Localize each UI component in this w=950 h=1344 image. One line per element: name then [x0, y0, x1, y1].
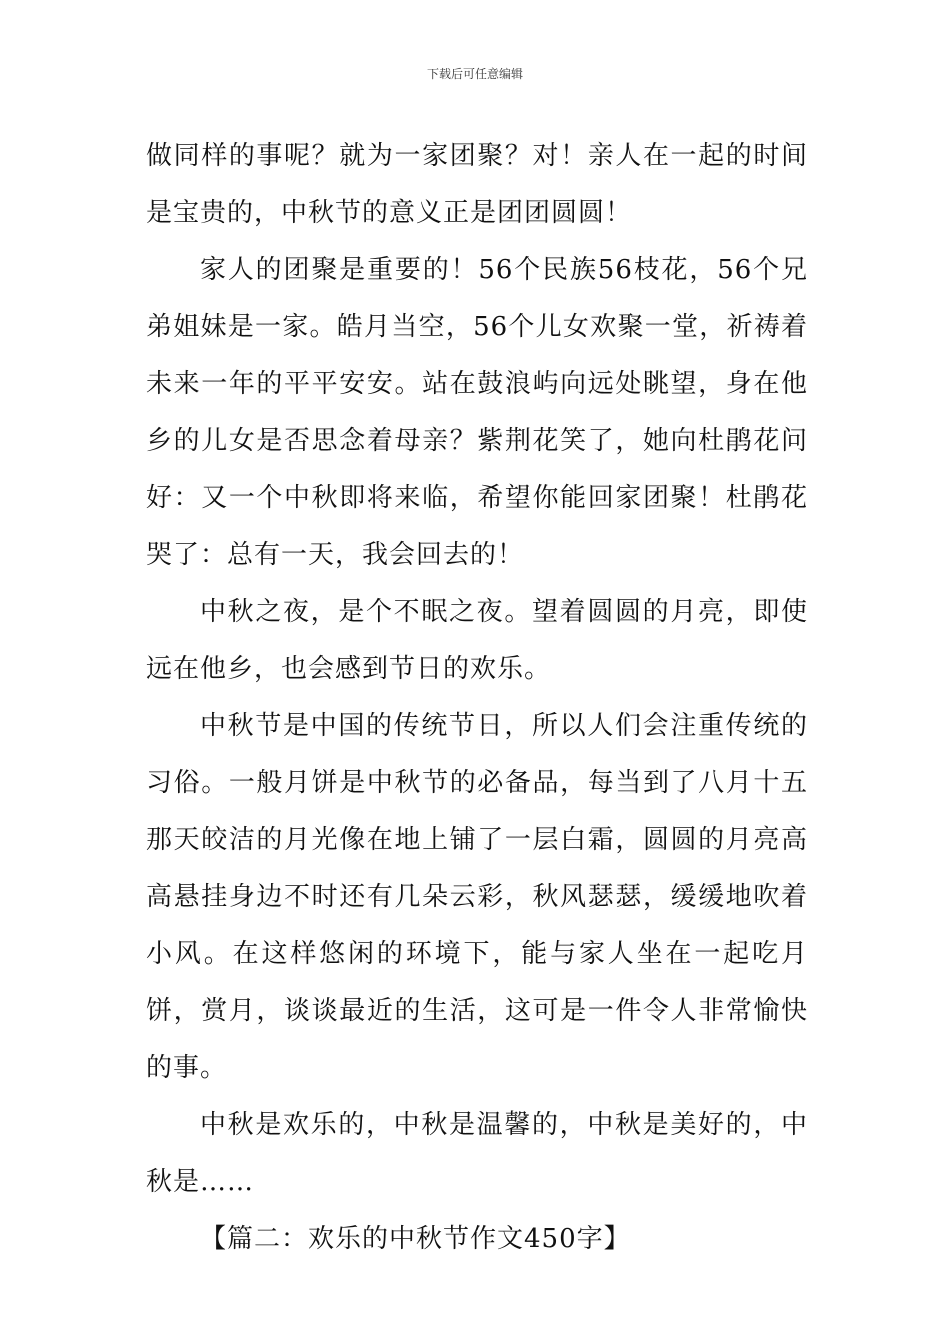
- header-note: 下载后可任意编辑: [426, 67, 523, 81]
- paragraph: 中秋之夜，是个不眠之夜。望着圆圆的月亮，即使远在他乡，也会感到节日的欢乐。: [146, 597, 808, 684]
- paragraph: 中秋是欢乐的，中秋是温馨的，中秋是美好的，中秋是……: [146, 1110, 808, 1197]
- paragraph: 家人的团聚是重要的！56个民族56枝花，56个兄弟姐妹是一家。皓月当空，56个儿女欢聚一堂，祈祷着未来一年的平平安安。站在鼓浪屿向远处眺望，身在他乡的儿女是否思念着母亲？紫荆花笑了，她向杜鹃花问好：又一个中秋即将来临，希望你能回家团聚！杜鹃花哭了：总有一天，我会回去的！: [146, 255, 808, 570]
- section-heading: 【篇二：欢乐的中秋节作文450字】: [200, 1224, 631, 1254]
- paragraph-continuation: 做同样的事呢？就为一家团聚？对！亲人在一起的时间是宝贵的，中秋节的意义正是团团圆圆！: [146, 141, 808, 228]
- paragraph: 中秋节是中国的传统节日，所以人们会注重传统的习俗。一般月饼是中秋节的必备品，每当到了八月十五那天皎洁的月光像在地上铺了一层白霜，圆圆的月亮高高悬挂身边不时还有几朵云彩，秋风瑟瑟，缓缓地吹着小风。在这样悠闲的环境下，能与家人坐在一起吃月饼，赏月，谈谈最近的生活，这可是一件令人非常愉快的事。: [146, 711, 808, 1083]
- document-body: [146, 128, 808, 1268]
